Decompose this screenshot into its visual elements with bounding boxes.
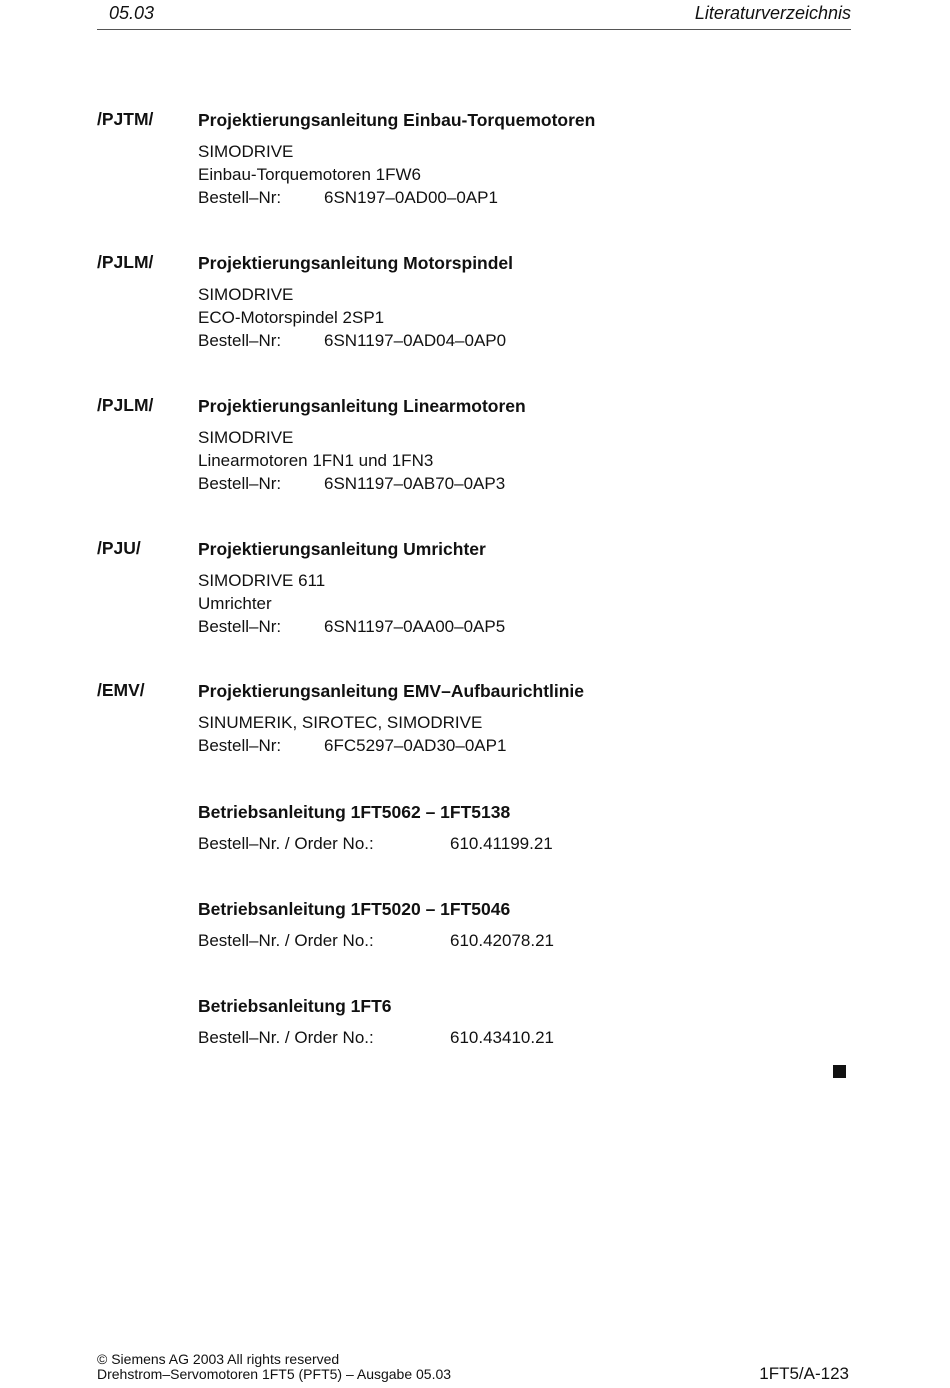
footer-document-title: Drehstrom–Servomotoren 1FT5 (PFT5) – Ausgabe 05.03 (97, 1366, 452, 1382)
entry-line: SIMODRIVE (198, 428, 294, 447)
order-value: 6SN1197–0AD04–0AP0 (324, 331, 507, 350)
entry-title: Projektierungsanleitung EMV–Aufbaurichtlinie (198, 681, 585, 701)
header-section-title: Literaturverzeichnis (694, 3, 851, 23)
order-label: Bestell–Nr: (198, 188, 282, 207)
order-number (198, 1026, 848, 1049)
order-number (198, 734, 848, 757)
entry-tag: /PJTM/ (97, 109, 154, 129)
entry-line: SIMODRIVE 611 (198, 571, 326, 590)
order-number (198, 329, 848, 352)
entry-title: Projektierungsanleitung Motorspindel (198, 253, 514, 273)
entry-line: SINUMERIK, SIROTEC, SIMODRIVE (198, 713, 483, 732)
order-value: 6SN1197–0AB70–0AP3 (324, 474, 506, 493)
order-number (198, 472, 848, 495)
entry-line: Linearmotoren 1FN1 und 1FN3 (198, 451, 434, 470)
order-label: Bestell–Nr. / Order No.: (198, 931, 374, 950)
order-label: Bestell–Nr: (198, 474, 282, 493)
order-label: Bestell–Nr. / Order No.: (198, 1028, 374, 1047)
order-value: 6SN1197–0AA00–0AP5 (324, 617, 506, 636)
order-label: Bestell–Nr: (198, 331, 282, 350)
order-value: 610.43410.21 (450, 1028, 554, 1047)
order-label: Bestell–Nr: (198, 617, 282, 636)
entry-line: Einbau-Torquemotoren 1FW6 (198, 165, 422, 184)
entry-line: SIMODRIVE (198, 142, 294, 161)
order-value: 6SN197–0AD00–0AP1 (324, 188, 498, 207)
entry-tag: /EMV/ (97, 680, 145, 700)
entry-title: Projektierungsanleitung Linearmotoren (198, 396, 526, 416)
header-rule (97, 29, 851, 30)
entry-line: ECO-Motorspindel 2SP1 (198, 308, 385, 327)
order-label: Bestell–Nr: (198, 736, 282, 755)
footer-copyright: © Siemens AG 2003 All rights reserved (97, 1351, 340, 1367)
header-date: 05.03 (109, 3, 155, 23)
manual-title: Betriebsanleitung 1FT6 (198, 996, 392, 1016)
end-of-section-square-icon (833, 1065, 846, 1078)
manual-title: Betriebsanleitung 1FT5062 – 1FT5138 (198, 802, 511, 822)
entry-tag: /PJLM/ (97, 252, 154, 272)
page-number: 1FT5/A-123 (759, 1364, 849, 1383)
order-number (198, 929, 848, 952)
order-number (198, 186, 848, 209)
order-label: Bestell–Nr. / Order No.: (198, 834, 374, 853)
entry-line: Umrichter (198, 594, 272, 613)
order-value: 6FC5297–0AD30–0AP1 (324, 736, 507, 755)
order-value: 610.41199.21 (450, 834, 553, 853)
manual-title: Betriebsanleitung 1FT5020 – 1FT5046 (198, 899, 511, 919)
entry-line: SIMODRIVE (198, 285, 294, 304)
order-number (198, 615, 848, 638)
order-number (198, 832, 848, 855)
entry-title: Projektierungsanleitung Einbau-Torquemotoren (198, 110, 596, 130)
entry-tag: /PJU/ (97, 538, 141, 558)
order-value: 610.42078.21 (450, 931, 554, 950)
entry-title: Projektierungsanleitung Umrichter (198, 539, 486, 559)
entry-tag: /PJLM/ (97, 395, 154, 415)
